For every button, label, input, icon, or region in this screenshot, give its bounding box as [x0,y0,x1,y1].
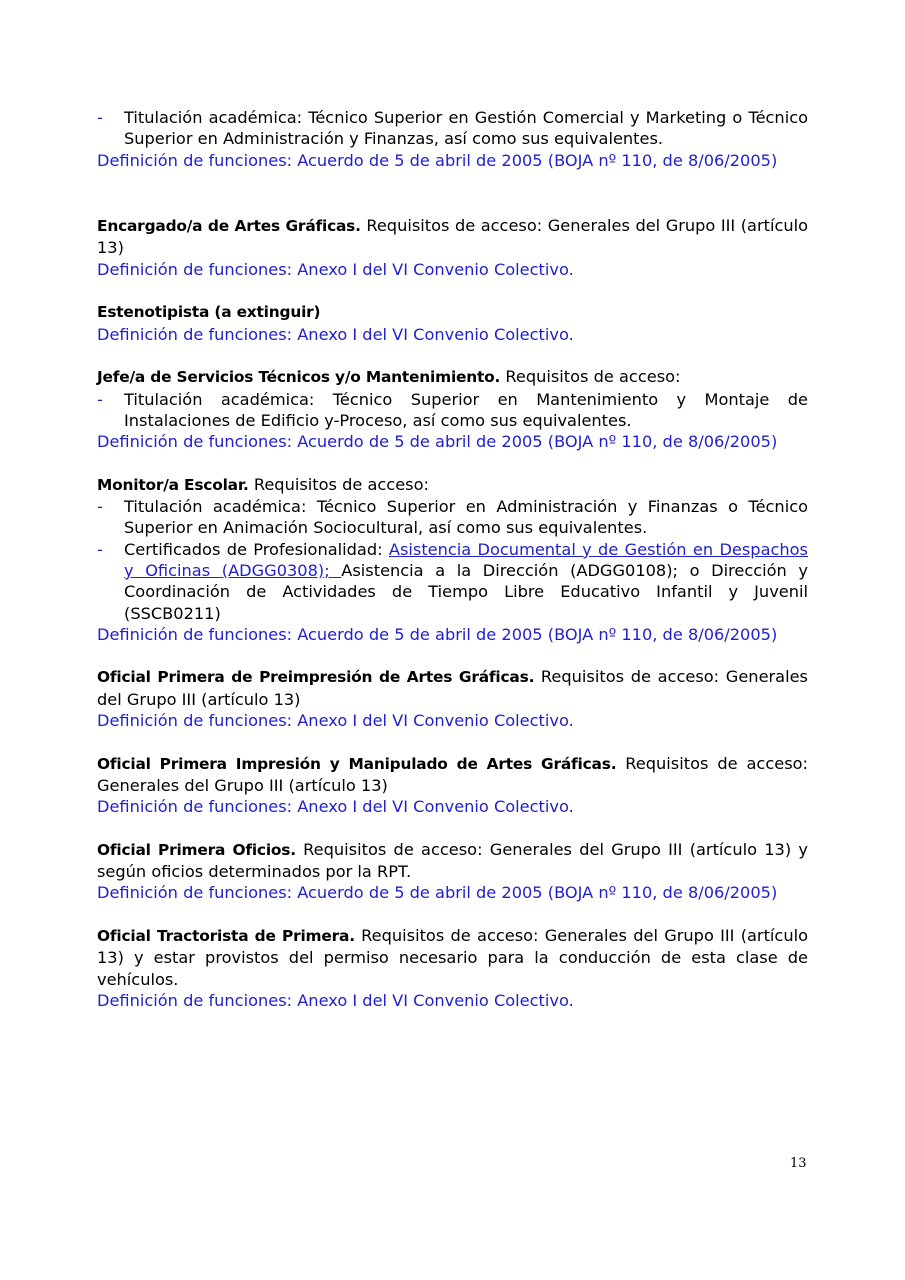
functions-definition: Definición de funciones: Acuerdo de 5 de abril de 2005 (BOJA nº 110, de 8/06/2005) [97,883,778,903]
section-heading [97,215,808,259]
access-requirements: Requisitos de acceso: Generales del Grupo III (artículo 13) y según oficios determinados por la RPT. [97,839,809,882]
access-requirements: Requisitos de acceso: Generales del Grupo III (artículo 13) [97,753,808,795]
functions-definition: Definición de funciones: Acuerdo de 5 de abril de 2005 (BOJA nº 110, de 8/06/2005) [97,150,778,170]
requirements-list [97,389,808,432]
section-heading [97,925,808,990]
list-item-suffix: Asistencia a la Dirección (ADGG0108); o Dirección y Coordinación de Actividades de Tiempo Libre Educativo Infantil y Juvenil (SSCB0211) [124,560,808,623]
page-number: 13 [790,1156,807,1171]
access-requirements: Requisitos de acceso: Generales del Grupo III (artículo 13) [97,667,808,709]
section-title: Jefe/a de Servicios Técnicos y/o Mantenimiento. [97,368,501,387]
functions-definition: Definición de funciones: Acuerdo de 5 de abril de 2005 (BOJA nº 110, de 8/06/2005) [97,624,778,644]
access-requirements: Requisitos de acceso: Generales del Grupo III (artículo 13) [97,216,808,258]
section-title: Encargado/a de Artes Gráficas. [97,217,361,236]
access-requirements: Requisitos de acceso: [500,367,681,387]
access-requirements: Requisitos de acceso: Generales del Grupo III (artículo 13) y estar provistos del permiso necesario para la conducción de esta clase de vehículos. [97,925,808,989]
section-encargado-artes-graficas [97,215,808,280]
functions-definition: Definición de funciones: Anexo I del VI Convenio Colectivo. [97,711,574,731]
section-title: Monitor/a Escolar. [97,475,249,494]
requirements-list [97,496,808,624]
list-item-text: Titulación académica: Técnico Superior en Administración y Finanzas o Técnico Superior en Animación Sociocultural, así como sus equivalentes. [124,497,808,538]
requirements-list [97,107,808,150]
functions-definition: Definición de funciones: Acuerdo de 5 de abril de 2005 (BOJA nº 110, de 8/06/2005) [97,432,778,452]
section-heading [97,366,808,388]
section-title: Oficial Primera de Preimpresión de Artes Gráficas. [97,668,535,687]
certificate-link[interactable]: Asistencia Documental y de Gestión en Despachos y Oficinas (ADGG0308); [124,539,808,580]
section-monitor-escolar [97,474,808,645]
dash-bullet: - [97,497,103,517]
list-item-prefix: Certificados de Profesionalidad: [124,539,389,559]
dash-bullet: - [97,108,103,127]
list-item [97,539,808,624]
functions-definition: Definición de funciones: Anexo I del VI Convenio Colectivo. [97,990,574,1010]
section-heading [97,839,808,883]
section-title: Oficial Primera Oficios. [97,840,296,859]
functions-definition: Definición de funciones: Anexo I del VI Convenio Colectivo. [97,259,574,279]
dash-bullet: - [97,539,103,559]
section-estenotipista [97,301,808,345]
section-heading [97,474,808,496]
functions-definition: Definición de funciones: Anexo I del VI Convenio Colectivo. [97,324,574,344]
section-oficial-impresion-manipulado [97,753,808,818]
list-item [97,389,808,432]
document-page [97,107,808,1011]
section-oficial-preimpresion [97,666,808,731]
section-jefe-servicios-tecnicos [97,366,808,452]
section-heading [97,301,808,323]
functions-definition: Definición de funciones: Anexo I del VI Convenio Colectivo. [97,797,574,817]
section-title: Estenotipista (a extinguir) [97,303,321,322]
dash-bullet: - [97,389,103,409]
access-requirements: Requisitos de acceso: [248,474,429,494]
list-item [97,107,808,150]
section-title: Oficial Primera Impresión y Manipulado de Artes Gráficas. [97,754,617,773]
list-item-text: Titulación académica: Técnico Superior en Gestión Comercial y Marketing o Técnico Superior en Administración y Finanzas, así como sus equivalentes. [124,108,808,149]
list-item [97,496,808,539]
section-continuation [97,107,808,171]
section-title: Oficial Tractorista de Primera. [97,926,355,945]
section-oficial-primera-oficios [97,839,808,904]
list-item-text: Titulación académica: Técnico Superior en Mantenimiento y Montaje de Instalaciones de Edificio y-Proceso, así como sus equivalentes. [124,389,808,430]
section-heading [97,753,808,797]
section-heading [97,666,808,710]
section-oficial-tractorista [97,925,808,1011]
